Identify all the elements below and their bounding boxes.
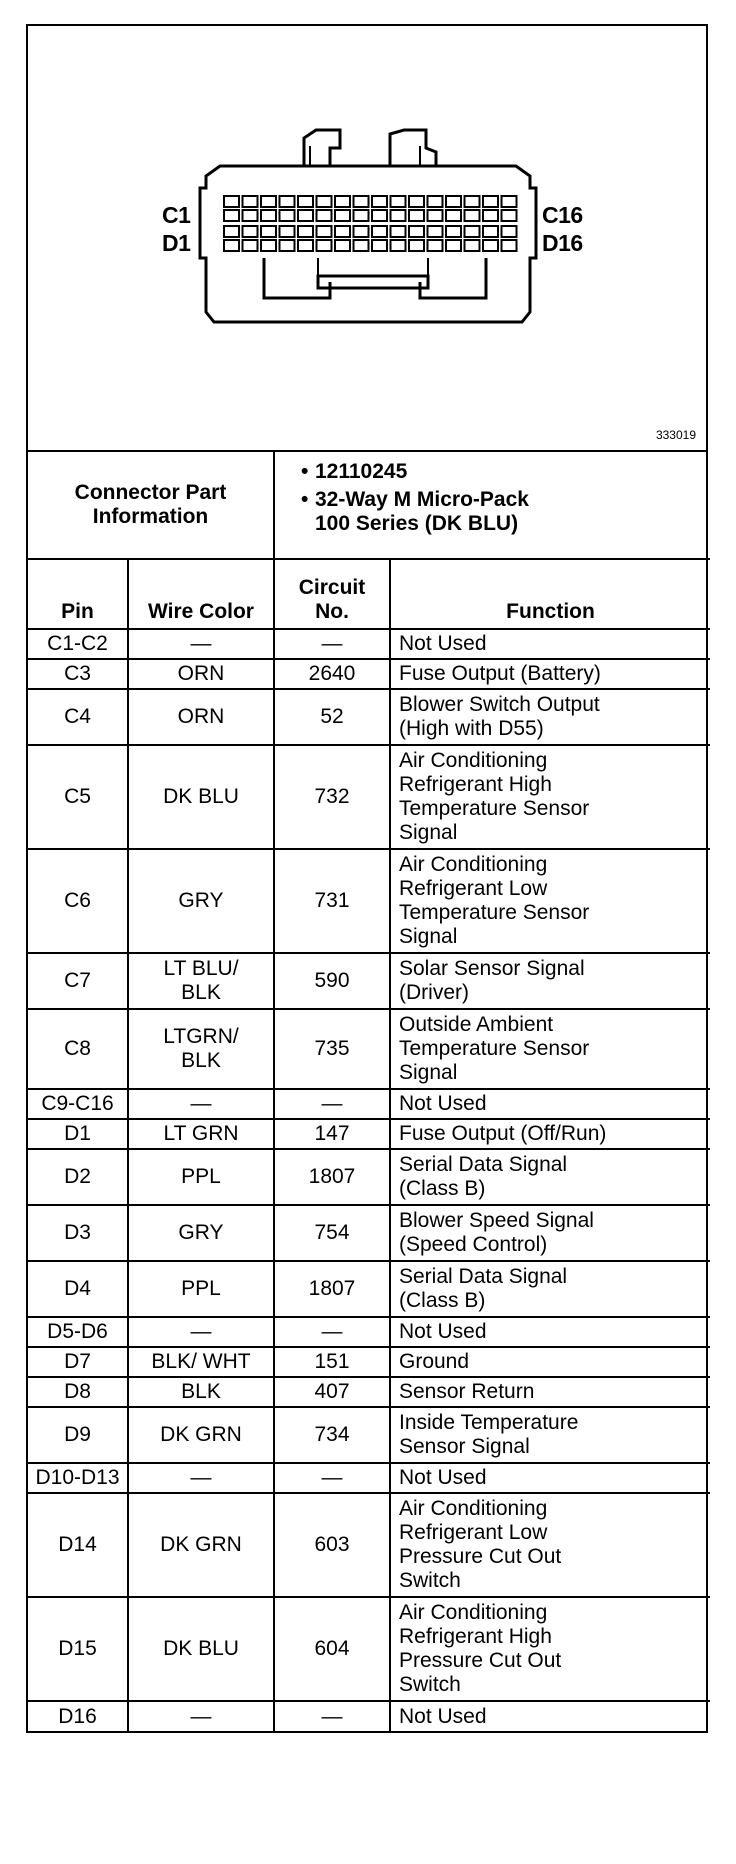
- wire-color-cell: —: [128, 629, 274, 659]
- part-description-line2: 100 Series (DK BLU): [315, 512, 519, 535]
- function-line: Switch: [399, 1673, 461, 1696]
- header-function: Function: [390, 559, 710, 629]
- pin-cavities: [224, 196, 517, 251]
- wire-color-line: LT BLU/: [163, 957, 239, 980]
- function-line: Temperature Sensor: [399, 1037, 590, 1060]
- function-cell: [390, 1119, 710, 1149]
- table-row: [28, 745, 710, 849]
- connector-table: [28, 452, 710, 1731]
- circuit-cell: 603: [274, 1493, 390, 1597]
- table-row: [28, 1463, 710, 1493]
- part-info-details: [274, 452, 710, 559]
- wire-color-cell: PPL: [128, 1261, 274, 1317]
- function-line: Signal: [399, 1061, 458, 1084]
- pin-cavity: [428, 196, 443, 207]
- function-line: Refrigerant High: [399, 773, 552, 796]
- wire-color-cell: BLK/ WHT: [128, 1347, 274, 1377]
- table-row: [28, 659, 710, 689]
- function-line: Air Conditioning: [399, 853, 548, 876]
- function-cell: [390, 745, 710, 849]
- function-line: Signal: [399, 821, 458, 844]
- function-line: Sensor Return: [399, 1380, 535, 1403]
- pin-cavity: [446, 210, 461, 221]
- part-info-row: [28, 452, 710, 559]
- circuit-cell: —: [274, 1463, 390, 1493]
- circuit-cell: 147: [274, 1119, 390, 1149]
- pin-cavity: [243, 196, 258, 207]
- pin-cavity: [483, 240, 498, 251]
- pin-cavity: [298, 240, 313, 251]
- pin-cavity: [409, 240, 424, 251]
- table-row: [28, 1009, 710, 1089]
- wire-color-cell: GRY: [128, 849, 274, 953]
- function-cell: [390, 1493, 710, 1597]
- pin-cavity: [409, 196, 424, 207]
- function-line: Air Conditioning: [399, 1601, 548, 1624]
- circuit-cell: 735: [274, 1009, 390, 1089]
- circuit-cell: 732: [274, 745, 390, 849]
- pin-cavity: [372, 226, 387, 237]
- table-row: [28, 1261, 710, 1317]
- function-cell: [390, 1089, 710, 1119]
- pin-cell: C6: [28, 849, 128, 953]
- function-cell: [390, 629, 710, 659]
- pin-cavity: [391, 210, 406, 221]
- circuit-cell: 1807: [274, 1261, 390, 1317]
- right-bottom-latch: [420, 258, 486, 298]
- function-cell: [390, 1205, 710, 1261]
- function-line: Air Conditioning: [399, 1497, 548, 1520]
- function-cell: [390, 1317, 710, 1347]
- table-row: [28, 1597, 710, 1701]
- function-line: Serial Data Signal: [399, 1265, 568, 1288]
- wire-color-cell: DK BLU: [128, 1597, 274, 1701]
- function-line: Fuse Output (Battery): [399, 662, 601, 685]
- pin-cell: C7: [28, 953, 128, 1009]
- table-row: [28, 1317, 710, 1347]
- function-line: (Driver): [399, 981, 469, 1004]
- function-line: (Speed Control): [399, 1233, 548, 1256]
- wire-color-cell: —: [128, 1701, 274, 1731]
- pin-cavity: [224, 196, 239, 207]
- pin-cavity: [465, 226, 480, 237]
- function-cell: [390, 1009, 710, 1089]
- function-cell: [390, 689, 710, 745]
- pin-cavity: [354, 240, 369, 251]
- function-cell: [390, 1407, 710, 1463]
- part-info-title-line2: Information: [92, 505, 209, 528]
- circuit-cell: —: [274, 1317, 390, 1347]
- part-description-item: • 32-Way M Micro-Pack: [301, 488, 529, 511]
- function-line: (High with D55): [399, 717, 544, 740]
- pin-cavity: [428, 210, 443, 221]
- function-line: Signal: [399, 925, 458, 948]
- pin-cavity: [335, 196, 350, 207]
- circuit-cell: 731: [274, 849, 390, 953]
- circuit-cell: 407: [274, 1377, 390, 1407]
- right-lock-tab: [390, 130, 436, 166]
- wire-color-line: BLK: [181, 981, 221, 1004]
- function-line: (Class B): [399, 1289, 486, 1312]
- function-line: Not Used: [399, 1466, 487, 1489]
- wire-color-line: LTGRN/: [163, 1025, 239, 1048]
- wire-color-cell: PPL: [128, 1149, 274, 1205]
- circuit-cell: 2640: [274, 659, 390, 689]
- function-line: Not Used: [399, 1704, 487, 1728]
- table-row: [28, 1701, 710, 1731]
- pin-cavity: [372, 196, 387, 207]
- circuit-cell: —: [274, 629, 390, 659]
- function-line: Temperature Sensor: [399, 901, 590, 924]
- function-line: Not Used: [399, 632, 487, 655]
- pin-cavity: [372, 240, 387, 251]
- pin-cavity: [409, 226, 424, 237]
- function-cell: [390, 1463, 710, 1493]
- table-row: [28, 1149, 710, 1205]
- left-bottom-latch: [264, 258, 330, 298]
- part-info-title-line1: Connector Part: [74, 481, 227, 504]
- pin-cavity: [372, 210, 387, 221]
- label-c1: C1: [162, 202, 191, 228]
- table-row: [28, 1347, 710, 1377]
- function-line: Air Conditioning: [399, 749, 548, 772]
- pin-cell: D4: [28, 1261, 128, 1317]
- wire-color-cell: DK BLU: [128, 745, 274, 849]
- wire-color-cell: [128, 953, 274, 1009]
- function-line: Ground: [399, 1350, 470, 1373]
- header-pin: Pin: [28, 559, 128, 629]
- function-line: Sensor Signal: [399, 1435, 530, 1458]
- table-row: [28, 1119, 710, 1149]
- header-wire-color: Wire Color: [128, 559, 274, 629]
- function-line: Outside Ambient: [399, 1013, 554, 1036]
- wire-color-cell: [128, 1009, 274, 1089]
- function-cell: [390, 659, 710, 689]
- circuit-cell: 1807: [274, 1149, 390, 1205]
- pin-cell: D9: [28, 1407, 128, 1463]
- pin-cell: C1-C2: [28, 629, 128, 659]
- wire-color-cell: —: [128, 1317, 274, 1347]
- table-row: [28, 849, 710, 953]
- wire-color-cell: LT GRN: [128, 1119, 274, 1149]
- pin-cavity: [317, 226, 332, 237]
- table-row: [28, 1493, 710, 1597]
- wire-color-cell: ORN: [128, 689, 274, 745]
- pin-cavity: [483, 210, 498, 221]
- pin-cell: D5-D6: [28, 1317, 128, 1347]
- pin-cell: C3: [28, 659, 128, 689]
- pin-cell: C4: [28, 689, 128, 745]
- center-key-slot: [318, 276, 428, 288]
- figure-number: 333019: [655, 428, 696, 442]
- pin-cavity: [483, 226, 498, 237]
- pin-cavity: [224, 226, 239, 237]
- function-line: Inside Temperature: [399, 1411, 579, 1434]
- function-line: Solar Sensor Signal: [399, 957, 585, 980]
- label-d16: D16: [542, 230, 583, 256]
- function-cell: [390, 1377, 710, 1407]
- pin-cavity: [298, 210, 313, 221]
- pin-cavity: [391, 240, 406, 251]
- pin-cavity: [335, 210, 350, 221]
- pin-cell: D14: [28, 1493, 128, 1597]
- pin-cavity: [335, 240, 350, 251]
- pin-cavity: [224, 210, 239, 221]
- part-description-line1: 32-Way M Micro-Pack: [315, 488, 529, 511]
- pin-cavity: [502, 226, 517, 237]
- wire-color-cell: GRY: [128, 1205, 274, 1261]
- function-line: Serial Data Signal: [399, 1153, 568, 1176]
- label-c16: C16: [542, 202, 583, 228]
- pin-cavity: [391, 226, 406, 237]
- table-row: [28, 689, 710, 745]
- pin-cavity: [280, 226, 295, 237]
- wire-color-line: BLK: [181, 1049, 221, 1072]
- function-line: Switch: [399, 1569, 461, 1592]
- function-line: Not Used: [399, 1092, 487, 1115]
- table-row: [28, 1205, 710, 1261]
- pin-cavity: [465, 210, 480, 221]
- pin-cavity: [502, 210, 517, 221]
- header-row: [28, 559, 710, 629]
- function-cell: [390, 953, 710, 1009]
- pin-cavity: [409, 210, 424, 221]
- pin-cavity: [335, 226, 350, 237]
- function-cell: [390, 1597, 710, 1701]
- pin-cell: D2: [28, 1149, 128, 1205]
- function-line: Temperature Sensor: [399, 797, 590, 820]
- pin-cavity: [224, 240, 239, 251]
- pin-cavity: [298, 226, 313, 237]
- pin-cavity: [428, 240, 443, 251]
- connector-drawing: [28, 26, 706, 448]
- pin-cavity: [243, 226, 258, 237]
- pin-cavity: [243, 240, 258, 251]
- header-circuit: [274, 559, 390, 629]
- pin-cavity: [465, 196, 480, 207]
- pin-cavity: [317, 240, 332, 251]
- pin-cavity: [446, 196, 461, 207]
- function-cell: [390, 1701, 710, 1731]
- pin-cell: C9-C16: [28, 1089, 128, 1119]
- function-cell: [390, 849, 710, 953]
- circuit-cell: —: [274, 1089, 390, 1119]
- wire-color-cell: —: [128, 1463, 274, 1493]
- table-row: [28, 1089, 710, 1119]
- part-number: 12110245: [315, 460, 408, 483]
- function-line: Fuse Output (Off/Run): [399, 1122, 607, 1145]
- function-line: (Class B): [399, 1177, 486, 1200]
- pin-cavity: [261, 196, 276, 207]
- wire-color-cell: ORN: [128, 659, 274, 689]
- pin-cavity: [354, 196, 369, 207]
- label-d1: D1: [162, 230, 191, 256]
- wire-color-cell: DK GRN: [128, 1493, 274, 1597]
- pin-cavity: [298, 196, 313, 207]
- pin-cavity: [261, 210, 276, 221]
- circuit-cell: 590: [274, 953, 390, 1009]
- function-line: Not Used: [399, 1320, 487, 1343]
- pin-cavity: [280, 240, 295, 251]
- pin-cell: D15: [28, 1597, 128, 1701]
- part-number-item: • 12110245: [301, 460, 408, 483]
- function-line: Blower Switch Output: [399, 693, 600, 716]
- function-line: Refrigerant High: [399, 1625, 552, 1648]
- pin-cavity: [243, 210, 258, 221]
- function-cell: [390, 1149, 710, 1205]
- pin-cavity: [446, 226, 461, 237]
- pin-cavity: [446, 240, 461, 251]
- function-line: Pressure Cut Out: [399, 1649, 562, 1672]
- circuit-cell: 151: [274, 1347, 390, 1377]
- pin-cavity: [391, 196, 406, 207]
- pin-cavity: [502, 196, 517, 207]
- pin-cavity: [354, 226, 369, 237]
- pin-cavity: [502, 240, 517, 251]
- pin-cavity: [428, 226, 443, 237]
- pin-cell: C5: [28, 745, 128, 849]
- circuit-cell: 604: [274, 1597, 390, 1701]
- function-cell: [390, 1347, 710, 1377]
- pin-cell: C8: [28, 1009, 128, 1089]
- function-line: Refrigerant Low: [399, 1521, 548, 1544]
- table-row: [28, 953, 710, 1009]
- pin-cavity: [465, 240, 480, 251]
- pin-cell: D16: [28, 1701, 128, 1731]
- circuit-cell: 754: [274, 1205, 390, 1261]
- pin-cavity: [317, 196, 332, 207]
- header-circuit-line1: Circuit: [298, 576, 366, 599]
- function-line: Refrigerant Low: [399, 877, 548, 900]
- pin-cavity: [280, 196, 295, 207]
- function-line: Pressure Cut Out: [399, 1545, 562, 1568]
- pin-cavity: [280, 210, 295, 221]
- pin-cavity: [483, 196, 498, 207]
- function-line: Blower Speed Signal: [399, 1209, 594, 1232]
- pin-cavity: [354, 210, 369, 221]
- pin-cell: D10-D13: [28, 1463, 128, 1493]
- wire-color-cell: —: [128, 1089, 274, 1119]
- circuit-cell: —: [274, 1701, 390, 1731]
- circuit-cell: 52: [274, 689, 390, 745]
- pin-cavity: [261, 240, 276, 251]
- wire-color-cell: DK GRN: [128, 1407, 274, 1463]
- pin-cavity: [261, 226, 276, 237]
- pin-cell: D8: [28, 1377, 128, 1407]
- connector-sheet: [26, 24, 708, 1733]
- header-circuit-line2: No.: [315, 600, 349, 623]
- table-row: [28, 629, 710, 659]
- connector-figure: [28, 26, 706, 452]
- function-cell: [390, 1261, 710, 1317]
- pin-cavity: [317, 210, 332, 221]
- part-info-title: [28, 452, 274, 559]
- table-row: [28, 1377, 710, 1407]
- wire-color-cell: BLK: [128, 1377, 274, 1407]
- circuit-cell: 734: [274, 1407, 390, 1463]
- pin-cell: D7: [28, 1347, 128, 1377]
- table-row: [28, 1407, 710, 1463]
- pin-cell: D1: [28, 1119, 128, 1149]
- pin-cell: D3: [28, 1205, 128, 1261]
